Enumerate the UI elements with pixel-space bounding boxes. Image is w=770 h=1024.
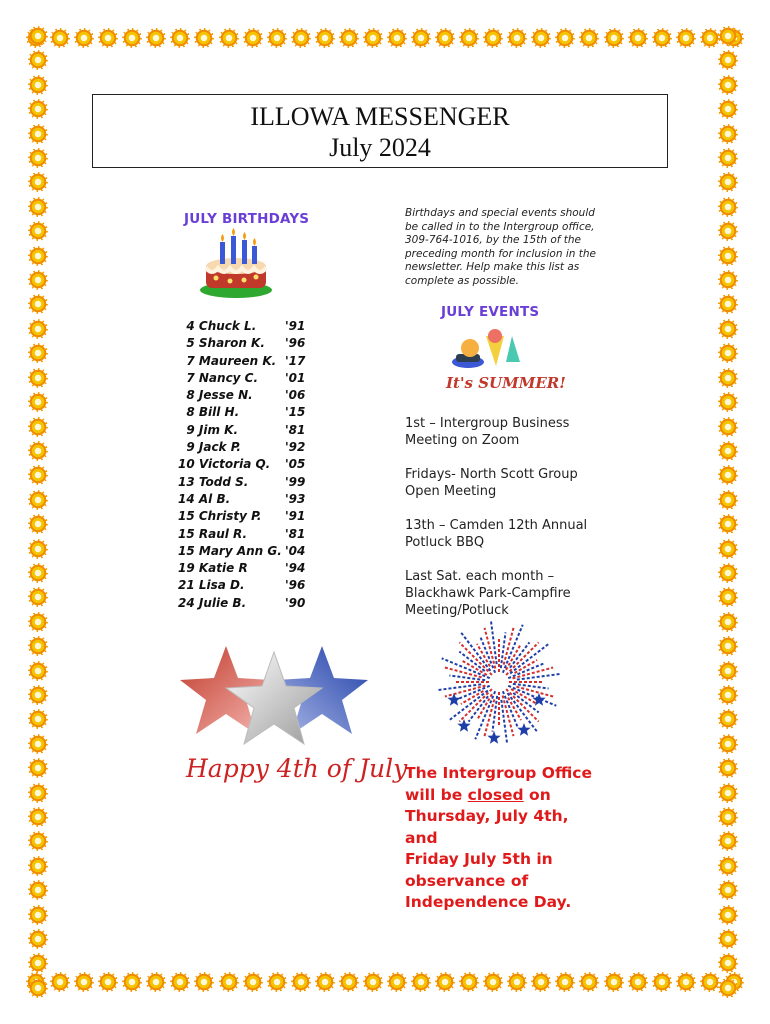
firework-star [532,693,545,706]
sunflower-icon [194,28,214,48]
sunflower-icon [28,734,48,754]
birthday-name: 15 Mary Ann G. [178,543,282,558]
firework-ray [506,642,539,675]
border-left [28,26,52,998]
sunflower-icon [267,28,287,48]
sunflower-icon [718,392,738,412]
birthday-name: 8 Jesse N. [178,388,253,403]
newsletter-date: July 2024 [329,133,431,162]
birthday-year: '91 [285,509,306,524]
sunflower-icon [291,972,311,992]
sunflower-icon [28,221,48,241]
sunflower-icon [28,856,48,876]
firework-ray [506,689,539,722]
border-top [26,28,744,52]
sunflower-icon [28,148,48,168]
sunflower-icon [628,972,648,992]
sunflower-icon [28,539,48,559]
sunflower-icon [718,50,738,70]
sunflower-icon [28,490,48,510]
sunflower-icon [718,441,738,461]
sunflower-icon [28,197,48,217]
birthday-row [178,353,318,370]
sunflower-icon [28,246,48,266]
sunflower-icon [718,99,738,119]
sunflower-icon [718,856,738,876]
sunflower-icon [315,972,335,992]
sunflower-icon [74,28,94,48]
firework-star [487,731,500,744]
border-bottom [26,972,744,996]
sunflower-icon [604,28,624,48]
sunflower-icon [718,636,738,656]
birthday-row [178,335,318,352]
sunflower-icon [28,50,48,70]
sunflower-icon [531,28,551,48]
sunflower-icon [28,587,48,607]
notice-line-2-post: on [523,785,551,804]
sunflower-icon [718,514,738,534]
sunflower-icon [718,148,738,168]
birthday-name: 21 Lisa D. [178,578,245,593]
fireworks-icon [444,630,554,748]
sunflower-icon [628,28,648,48]
notice-line-4: Friday July 5th in [405,850,553,868]
birthday-year: '96 [285,578,306,593]
birthday-year: '81 [285,422,306,437]
firework-ray [503,691,518,728]
sunflower-icon [122,972,142,992]
sunflower-icon [28,758,48,778]
sunflower-icon [718,807,738,827]
birthday-row [178,404,318,421]
summer-label: It's SUMMER! [446,374,566,392]
sunflower-icon [28,709,48,729]
sunflower-icon [718,270,738,290]
office-closed-notice [405,763,605,914]
birthday-row [178,387,318,404]
birthday-row [178,577,318,594]
events-list [405,415,605,636]
birthday-year: '06 [285,388,306,403]
notice-line-2 [405,785,605,807]
birthday-year: '90 [285,595,306,610]
newsletter-title-box [92,94,668,168]
sunflower-icon [28,417,48,437]
sunflower-icon [28,343,48,363]
sunflower-icon [718,124,738,144]
birthday-row [178,474,318,491]
birthday-list [178,318,318,612]
border-right [718,26,742,998]
sunflower-icon [146,972,166,992]
sunflower-icon [339,972,359,992]
birthday-row [178,318,318,335]
birthday-name: 13 Todd S. [178,474,249,489]
birthday-name: 10 Victoria Q. [178,457,271,472]
sunflower-icon [28,807,48,827]
sunflower-icon [718,26,738,46]
birthday-name: 5 Sharon K. [178,336,265,351]
sunflower-icon [700,972,720,992]
firework-ray [459,689,492,722]
sunflower-icon [718,417,738,437]
sunflower-icon [604,972,624,992]
sunflower-icon [718,880,738,900]
birthday-intro-text: Birthdays and special events should be called in to the Intergroup office, 309-764-1016, by the 15th of the preceding month for inclusion in the newsletter. Help make this list as complete as possible. [405,207,596,287]
sunflower-icon [267,972,287,992]
sunflower-icon [243,972,263,992]
sunflower-icon [718,612,738,632]
birthday-row [178,508,318,525]
sunflower-icon [28,319,48,339]
firework-ray [508,663,545,678]
sunflower-icon [28,514,48,534]
birthday-name: 24 Julie B. [178,595,247,610]
sunflower-icon [718,709,738,729]
sunflower-icon [652,972,672,992]
birthday-row [178,439,318,456]
sunflower-icon [98,28,118,48]
birthday-year: '81 [285,526,306,541]
sunflower-icon [28,368,48,388]
sunflower-icon [459,972,479,992]
sunflower-icon [652,28,672,48]
sunflower-icon [28,294,48,314]
sunflower-icon [28,75,48,95]
birthdays-heading: JULY BIRTHDAYS [184,211,310,227]
birthday-name: 9 Jim K. [178,422,238,437]
sunflower-icon [28,124,48,144]
sunflower-icon [718,563,738,583]
notice-line-3: Thursday, July 4th, and [405,807,569,847]
event-item: 1st – Intergroup Business Meeting on Zoom [405,416,570,448]
sunflower-icon [718,783,738,803]
birthday-name: 9 Jack P. [178,440,241,455]
sunflower-icon [339,28,359,48]
notice-line-5: observance of [405,871,529,890]
birthday-year: '96 [285,336,306,351]
patriotic-stars-icon [180,638,368,756]
sunflower-icon [718,539,738,559]
sunflower-icon [28,99,48,119]
sunflower-icon [170,972,190,992]
birthday-name: 7 Nancy C. [178,370,259,385]
sunflower-icon [676,972,696,992]
sunflower-icon [531,972,551,992]
sunflower-icon [700,28,720,48]
birthday-row [178,370,318,387]
birthday-name: 14 Al B. [178,491,231,506]
sunflower-icon [718,294,738,314]
sunflower-icon [718,75,738,95]
sunflower-icon [122,28,142,48]
sunflower-icon [363,972,383,992]
sunflower-icon [28,26,48,46]
sunflower-icon [718,197,738,217]
sunflower-icon [718,685,738,705]
sunflower-icon [718,221,738,241]
birthday-row [178,526,318,543]
sunflower-icon [718,978,738,998]
birthday-row [178,560,318,577]
sunflower-icon [718,661,738,681]
sunflower-icon [28,685,48,705]
sunflower-icon [507,972,527,992]
sunflower-icon [459,28,479,48]
sunflower-icon [718,343,738,363]
sunflower-icon [291,28,311,48]
notice-closed-word: closed [467,785,524,804]
sunflower-icon [28,636,48,656]
birthday-name: 15 Raul R. [178,526,248,541]
birthday-row [178,543,318,560]
sunflower-icon [50,28,70,48]
sunflower-icon [74,972,94,992]
sunflower-icon [243,28,263,48]
sunflower-icon [579,28,599,48]
sunflower-icon [483,972,503,992]
event-item: Fridays- North Scott Group Open Meeting [405,467,578,499]
sunflower-icon [315,28,335,48]
sunflower-icon [28,392,48,412]
birthday-year: '91 [285,319,306,333]
sunflower-icon [28,465,48,485]
sunflower-icon [507,28,527,48]
birthday-name: 4 Chuck L. [178,319,257,333]
events-heading: JULY EVENTS [441,304,540,320]
sunflower-icon [555,28,575,48]
birthday-year: '04 [285,543,306,558]
birthday-cake-icon [198,228,274,300]
birthday-name: 8 Bill H. [178,405,240,420]
sunflower-icon [219,28,239,48]
sunflower-icon [28,783,48,803]
sunflower-icon [28,880,48,900]
sunflower-icon [28,441,48,461]
sunflower-icon [411,28,431,48]
sunflower-icon [170,28,190,48]
newsletter-title: ILLOWA MESSENGER [250,102,510,131]
birthday-row [178,595,318,612]
sunflower-icon [387,28,407,48]
sunflower-icon [718,490,738,510]
notice-line-1: The Intergroup Office [405,764,592,782]
sunflower-icon [28,953,48,973]
sunflower-icon [718,465,738,485]
sunflower-icon [387,972,407,992]
sunflower-icon [28,270,48,290]
sunflower-icon [718,734,738,754]
sunflower-icon [28,831,48,851]
sunflower-icon [98,972,118,992]
birthday-year: '92 [285,440,306,455]
notice-line-6: Independence Day. [405,893,572,911]
sunflower-icon [483,28,503,48]
sunflower-icon [194,972,214,992]
sunflower-icon [50,972,70,992]
birthday-year: '94 [285,561,306,576]
birthday-year: '99 [285,474,306,489]
firework-star [517,723,530,736]
sunflower-icon [579,972,599,992]
sunflower-icon [718,587,738,607]
sunflower-icon [146,28,166,48]
sunflower-icon [411,972,431,992]
notice-line-2-pre: will be [405,785,468,804]
sunflower-icon [718,831,738,851]
sunflower-icon [28,929,48,949]
sunflower-icon [28,905,48,925]
birthday-name: 15 Christy P. [178,509,262,524]
sunflower-icon [718,368,738,388]
birthday-year: '05 [285,457,306,472]
birthday-year: '01 [285,370,306,385]
sunflower-icon [28,172,48,192]
sunflower-icon [718,758,738,778]
firework-ray [459,642,492,675]
birthday-year: '93 [285,491,306,506]
sunflower-icon [28,612,48,632]
sunflower-icon [28,978,48,998]
sunflower-icon [435,28,455,48]
sunflower-icon [676,28,696,48]
birthday-row [178,422,318,439]
sunflower-icon [219,972,239,992]
birthday-name: 7 Maureen K. [178,353,277,368]
sunflower-icon [718,953,738,973]
sunflower-icon [718,905,738,925]
event-item: 13th – Camden 12th Annual Potluck BBQ [405,518,588,550]
happy-fourth-label: Happy 4th of July [186,754,408,783]
sunflower-icon [555,972,575,992]
birthday-row [178,491,318,508]
sunflower-icon [718,172,738,192]
sunflower-icon [718,929,738,949]
sunflower-icon [718,319,738,339]
sunflower-icon [28,563,48,583]
birthday-name: 19 Katie R [178,561,248,576]
event-item: Last Sat. each month – Blackhawk Park-Campfire Meeting/Potluck [405,569,571,618]
sunflower-icon [28,661,48,681]
summer-icon [440,326,566,398]
birthday-row [178,456,318,473]
birthday-year: '17 [285,353,306,368]
sunflower-icon [718,246,738,266]
sunflower-icon [435,972,455,992]
birthday-year: '15 [285,405,306,420]
sunflower-icon [363,28,383,48]
firework-ray [480,636,495,673]
